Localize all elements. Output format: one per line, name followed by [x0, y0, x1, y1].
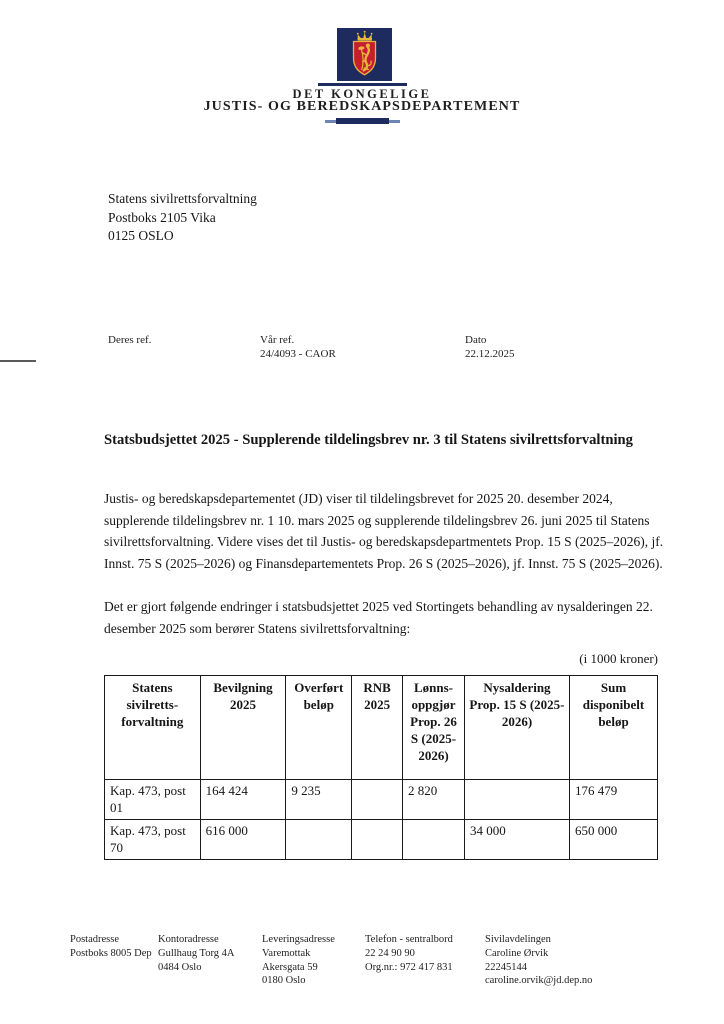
- footer-line: Gullhaug Torg 4A: [158, 947, 235, 959]
- fold-mark-line: [0, 360, 36, 362]
- letterhead-royal-line: DET KONGELIGE: [292, 87, 432, 101]
- footer-office-address: [158, 933, 234, 974]
- table-header-row: [105, 676, 658, 780]
- footer-line: Akersgata 59: [262, 961, 318, 973]
- footer-contact-person: [485, 933, 592, 988]
- footer-line: Postadresse: [70, 934, 119, 945]
- footer-line: Sivilavdelingen: [485, 934, 551, 945]
- table-cell: Kap. 473, post 70: [105, 820, 201, 860]
- footer-line: Postboks 8005 Dep: [70, 947, 152, 959]
- table-header-cell: RNB 2025: [352, 676, 403, 780]
- footer-line: Varemottak: [262, 947, 311, 959]
- budget-table: [104, 675, 658, 860]
- footer-line: caroline.orvik@jd.dep.no: [485, 975, 593, 987]
- table-header-cell: Nysaldering Prop. 15 S (2025-2026): [464, 676, 569, 780]
- footer-line: Org.nr.: 972 417 831: [365, 961, 453, 973]
- table-cell: 176 479: [570, 780, 658, 820]
- footer-line: 0180 Oslo: [262, 975, 306, 987]
- letterhead-top-rule: [318, 83, 407, 86]
- table-header-cell: Lønns-oppgjør Prop. 26 S (2025-2026): [403, 676, 465, 780]
- table-cell: [464, 780, 569, 820]
- table-row: [105, 820, 658, 860]
- table-cell: 650 000: [570, 820, 658, 860]
- recipient-address-line2: 0125 OSLO: [108, 228, 174, 243]
- table-cell: [286, 820, 352, 860]
- var-ref-value: 24/4093 - CAOR: [260, 348, 336, 360]
- var-ref-column: [260, 333, 336, 361]
- royal-coat-of-arms-icon: [337, 28, 392, 81]
- recipient-address-block: [108, 190, 257, 246]
- footer-line: Leveringsadresse: [262, 934, 335, 945]
- date-value: 22.12.2025: [465, 348, 515, 360]
- footer-line: 0484 Oslo: [158, 961, 202, 973]
- body-paragraph-1: Justis- og beredskapsdepartementet (JD) viser til tildelingsbrevet for 2025 20. desember 2024, supplerende tildelingsbrev nr. 1 10. mars 2025 og supplerende tildelingsbrev 26. juni 2025 til Statens sivilrettsforvaltning. Videre vises det til Justis- og beredskapsdepartmentets Prop. 15 S (2025–2026), jf. Innst. 75 S (2025–2026) og Finansdepartementets Prop. 26 S (2025–2026), jf. Innst. 75 S (2025–2026).: [104, 491, 664, 571]
- footer-line: Kontoradresse: [158, 934, 219, 945]
- table-cell: [352, 820, 403, 860]
- table-header-cell: Sum disponibelt beløp: [570, 676, 658, 780]
- letterhead-department-name: JUSTIS- OG BEREDSKAPSDEPARTEMENT: [203, 99, 521, 114]
- table-cell: 2 820: [403, 780, 465, 820]
- deres-ref-column: [108, 333, 151, 347]
- footer-delivery-address: [262, 933, 335, 988]
- letterhead-bottom-rule-dark: [336, 118, 389, 124]
- footer-line: 22 24 90 90: [365, 947, 415, 959]
- footer-line: 22245144: [485, 961, 527, 973]
- footer-postal-address: [70, 933, 152, 961]
- table-row: [105, 780, 658, 820]
- table-cell: 164 424: [200, 780, 286, 820]
- table-header-cell: Bevilgning 2025: [200, 676, 286, 780]
- deres-ref-label: Deres ref.: [108, 334, 152, 346]
- table-unit-note: (i 1000 kroner): [579, 651, 658, 666]
- date-label: Dato: [465, 334, 487, 346]
- table-cell: [403, 820, 465, 860]
- recipient-name: Statens sivilrettsforvaltning: [108, 191, 257, 206]
- date-column: [465, 333, 515, 361]
- table-header-cell: Overført beløp: [286, 676, 352, 780]
- footer-line: Telefon - sentralbord: [365, 934, 453, 945]
- table-cell: 9 235: [286, 780, 352, 820]
- footer-line: Caroline Ørvik: [485, 947, 549, 959]
- table-header-cell: Statens sivilretts-forvaltning: [105, 676, 201, 780]
- body-paragraph-2: Det er gjort følgende endringer i statsbudsjettet 2025 ved Stortingets behandling av nysalderingen 22. desember 2025 som berører Statens sivilrettsforvaltning:: [104, 599, 653, 636]
- table-cell: 34 000: [464, 820, 569, 860]
- table-cell: 616 000: [200, 820, 286, 860]
- table-cell: [352, 780, 403, 820]
- document-title: Statsbudsjettet 2025 - Supplerende tildelingsbrev nr. 3 til Statens sivilrettsforvaltning: [104, 432, 633, 448]
- table-cell: Kap. 473, post 01: [105, 780, 201, 820]
- recipient-address-line1: Postboks 2105 Vika: [108, 209, 216, 225]
- footer-phone-org: [365, 933, 453, 974]
- var-ref-label: Vår ref.: [260, 334, 295, 346]
